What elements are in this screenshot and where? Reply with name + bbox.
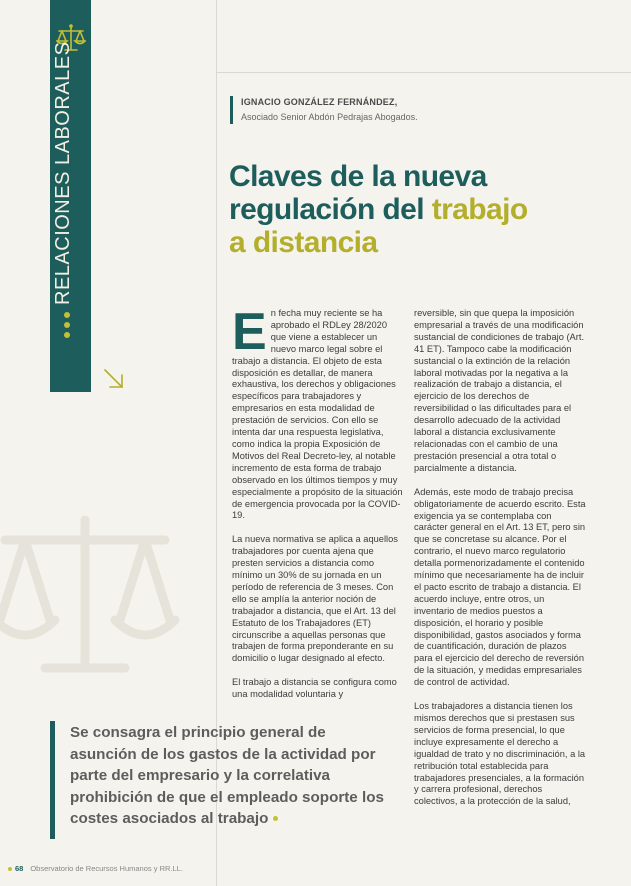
arrow-down-right-icon <box>102 367 126 391</box>
paragraph: En fecha muy reciente se ha aprobado el RDLey 28/2020 que viene a establecer un nuevo marco legal sobre el trabajo a distancia. El objeto de esta disposición es detallar, de manera exhaustiva, los derechos y obligaciones específicos para trabajadores y empresarios en esta modalidad de prestación de servicios. Con ello se intenta dar una respuesta legislativa, como indica la propia Exposición de Motivos del Real Decreto-ley, al notable incremento de esta forma de trabajo observado en los últimos tiempos y muy especialmente a propósito de la situación de emergencia provocada por la COVID-19. <box>232 303 403 521</box>
section-sidebar <box>50 0 91 392</box>
pullquote: Se consagra el principio general de asunción de los gastos de la actividad por parte del empresario y la correlativa prohibición de que el empleado soporte los costes asociados al trabajo <box>70 724 384 827</box>
paragraph: Además, este modo de trabajo precisa obligatoriamente de acuerdo escrito. Esta exigencia ya se contemplaba con carácter general en el Art. 13 ET, pero sin que se concretase su alcance. Por el contrario, el nuevo marco regulatorio detalla pormenorizadamente el contenido mínimo que necesariamente ha de incluir el pacto escrito de trabajo a distancia. El acuerdo incluye, entre otros, un inventario de medios puestos a disposición, el horario y posible disponibilidad, gastos asociados y forma de cuantificación, duración de plazos para el ejercicio del derecho de reversión de la situación, y medidas empresariales de control de actividad. <box>414 486 586 688</box>
title-line-2: regulación del trabajo <box>229 193 528 226</box>
page-footer <box>8 864 183 873</box>
title-line-1: Claves de la nueva <box>229 160 487 193</box>
body-column-1 <box>232 303 404 713</box>
drop-cap: E <box>232 303 267 361</box>
section-dots <box>64 312 70 342</box>
publication-name: Observatorio de Recursos Humanos y RR.LL. <box>30 864 183 873</box>
section-label: RELACIONES LABORALES <box>52 41 74 305</box>
paragraph: reversible, sin que quepa la imposición empresarial a través de una modificación sustancial de condiciones de trabajo (Art. 41 ET). Tampoco cabe la modificación sustancial o la extinción de la relación laboral motivadas por la negativa a la realización de trabajo a distancia, el ejercicio de los derechos de reversibilidad o las dificultades para el desarrollo adecuado de la actividad laboral a distancia exclusivamente relacionadas con el cambio de una prestación presencial a otra total o parcialmente a distancia. <box>414 308 585 473</box>
paragraph: El trabajo a distancia se configura como una modalidad voluntaria y <box>232 677 397 700</box>
footer-dot <box>8 867 12 871</box>
paragraph: Los trabajadores a distancia tienen los mismos derechos que si prestasen sus servicios de forma presencial, lo que incluye expresamente el derecho a igualdad de trato y no discriminación, a la retribución total establecida para trabajadores presenciales, a la formación y carrera profesional, derechos colectivos, a la protección de la salud, <box>414 701 586 807</box>
body-column-2 <box>414 308 586 820</box>
pullquote-bar <box>50 721 55 839</box>
pullquote-dot <box>273 816 278 821</box>
title-line-3: a distancia <box>229 226 378 259</box>
author-role: Asociado Senior Abdón Pedrajas Abogados. <box>241 112 418 122</box>
author-name: IGNACIO GONZÁLEZ FERNÁNDEZ, <box>241 97 398 107</box>
page-number: 68 <box>15 864 24 873</box>
author-accent-bar <box>230 96 233 124</box>
header-rule <box>217 72 631 73</box>
background-scales-icon <box>0 500 190 690</box>
paragraph: La nueva normativa se aplica a aquellos trabajadores por cuenta ajena que presten servicios a distancia como mínimo un 30% de su jornada en un período de referencia de 3 meses. Con ello se amplía la anterior noción de trabajador a distancia, que el Art. 13 del Estatuto de los Trabajadores (ET) circunscribe a aquellas personas que trabajen de forma preponderante en su domicilio o lugar designado al efecto. <box>232 534 398 664</box>
article-title <box>229 160 609 259</box>
